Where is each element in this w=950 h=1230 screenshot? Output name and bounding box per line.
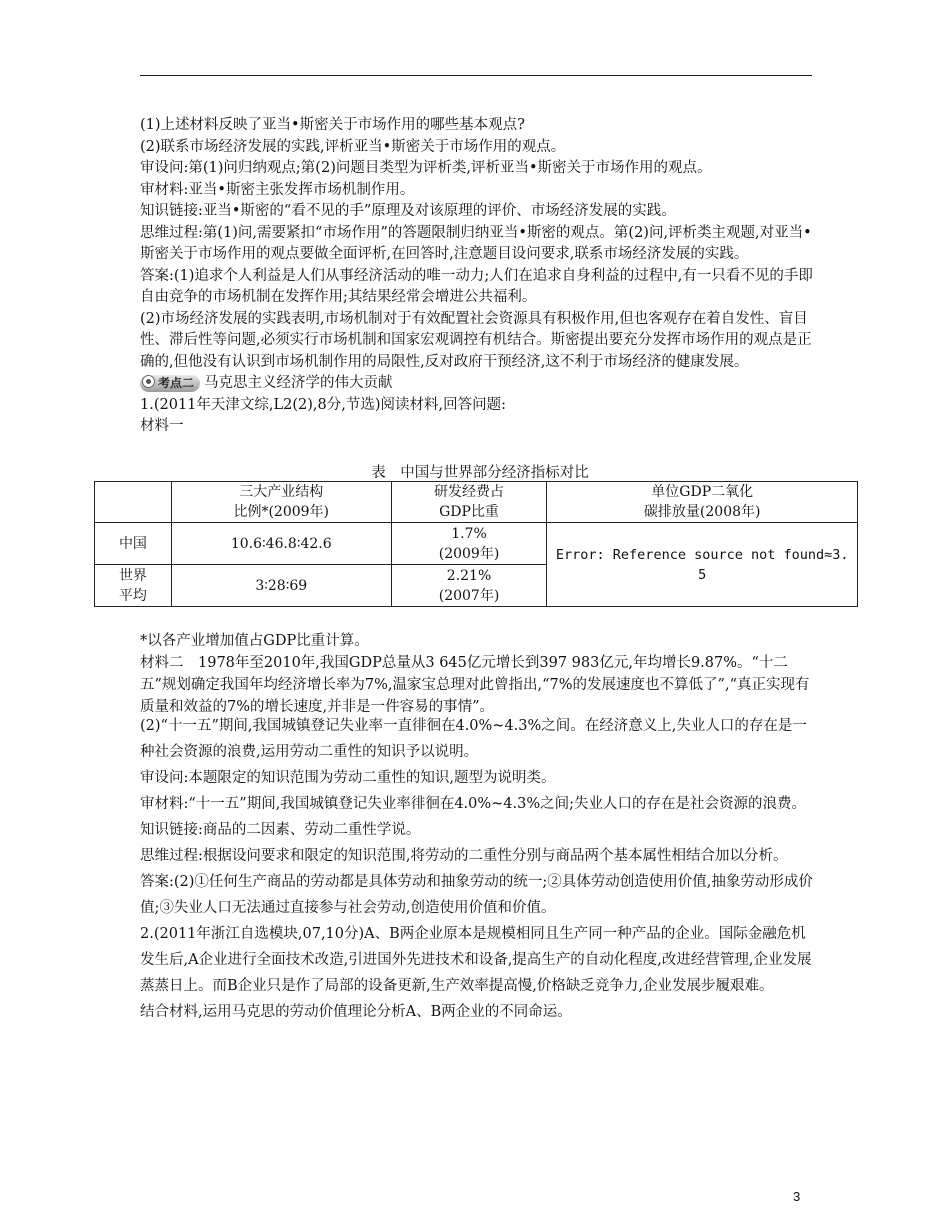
table-header-cell: 研发经费占 GDP比重 [391,482,547,523]
indicator-table [94,481,858,607]
material-two: 材料二 1978年至2010年,我国GDP总量从3 645亿元增长到397 983亿元,年均增长9.87%。“十二五”规划确定我国年均经济增长率为7%,温家宝总理对此曾指出,“7%的发展速度也不算低了”,“真正实现有质量和效益的7%的增长速度,并非是一件容易的事情”。 [140,655,810,715]
table-header-row [95,482,858,523]
table-footnote: *以各产业增加值占GDP比重计算。 [140,633,369,649]
answer-block-1 [140,115,820,438]
question-3: (2)“十一五”期间,我国城镇登记失业率一直徘徊在4.0%~4.3%之间。在经济意义上,失业人口的存在是一种社会资源的浪费,运用劳动二重性的知识予以说明。 [140,718,807,760]
question-4: 2.(2011年浙江自选模块,07,10分)A、B两企业原本是规模相同且生产同一种产品的企业。国际金融危机发生后,A企业进行全面技术改造,引进国外先进技术和设备,提高生产的自动化程度,改进经营管理,企业发展蒸蒸日上。而B企业只是作了局部的设备更新,生产效率提高慢,价格缺乏竞争力,企业发展步履艰难。 [140,926,812,994]
section-badge: 考点二 [140,375,200,392]
analysis-question: 审设问:本题限定的知识范围为劳动二重性的知识,题型为说明类。 [140,770,556,786]
bullet-icon [142,375,155,388]
answer-1: 答案:(1)追求个人利益是人们从事经济活动的唯一动力;人们在追求自身利益的过程中,有一只看不见的手即自由竞争的市场机制在发挥作用;其结果经常会增进公共福利。 [140,267,813,305]
row-label: 中国 [95,523,172,565]
table-row [95,523,858,565]
page-number: 3 [793,1189,801,1204]
question-1: (1)上述材料反映了亚当•斯密关于市场作用的哪些基本观点? [140,117,525,133]
row-label: 世界 平均 [95,565,172,607]
answer-3: 答案:(2)①任何生产商品的劳动都是具体劳动和抽象劳动的统一;②具体劳动创造使用价值,抽象劳动形成价值;③失业人口无法通过直接参与社会劳动,创造使用价值和价值。 [140,874,813,916]
merged-cell: Error: Reference source not found≈3. 5 [547,523,858,607]
question-4-task: 结合材料,运用马克思的劳动价值理论分析A、B两企业的不同命运。 [140,1004,572,1020]
header-rule [140,75,812,76]
table-cell: 3∶28∶69 [171,565,391,607]
table-corner-cell [95,482,172,523]
table-cell: 10.6∶46.8∶42.6 [171,523,391,565]
knowledge-link: 知识链接:亚当•斯密的“看不见的手”原理及对该原理的评价、市场经济发展的实践。 [140,203,676,219]
knowledge-link: 知识链接:商品的二因素、劳动二重性学说。 [140,822,421,838]
table-header-cell: 单位GDP二氧化 碳排放量(2008年) [547,482,858,523]
analysis-material: 审材料:亚当•斯密主张发挥市场机制作用。 [140,181,415,198]
analysis-question: 审设问:第(1)问归纳观点;第(2)问题目类型为评析类,评析亚当•斯密关于市场作用的观点。 [140,160,712,176]
material-one-label: 材料一 [140,418,184,434]
question-2: (2)联系市场经济发展的实践,评析亚当•斯密关于市场作用的观点。 [140,138,566,155]
thinking-process: 思维过程:第(1)问,需要紧扣“市场作用”的答题限制归纳亚当•斯密的观点。第(2)问,评析类主观题,对亚当•斯密关于市场作用的观点要做全面评析,在回答时,注意题目设问要求,联系市场经济发展的实践。 [140,224,812,262]
thinking-process: 思维过程:根据设问要求和限定的知识范围,将劳动的二重性分别与商品两个基本属性相结合加以分析。 [140,848,788,864]
section-title: 马克思主义经济学的伟大贡献 [204,375,393,391]
material-block [140,630,820,718]
table-caption: 表 中国与世界部分经济指标对比 [371,465,589,481]
question-intro: 1.(2011年天津文综,L2(2),8分,节选)阅读材料,回答问题: [140,396,506,413]
answer-block-2 [140,713,820,1025]
table-cell: 1.7% (2009年) [391,523,547,565]
answer-2: (2)市场经济发展的实践表明,市场机制对于有效配置社会资源具有积极作用,但也客观存在着自发性、盲目性、滞后性等问题,必须实行市场机制和国家宏观调控有机结合。斯密提出要充分发挥市场作用的观点是正确的,但他没有认识到市场机制作用的局限性,反对政府干预经济,这不利于市场经济的健康发展。 [140,310,812,370]
table-cell: 2.21% (2007年) [391,565,547,607]
analysis-material: 审材料:“十一五”期间,我国城镇登记失业率徘徊在4.0%~4.3%之间;失业人口的存在是社会资源的浪费。 [140,796,807,812]
table-header-cell: 三大产业结构 比例*(2009年) [171,482,391,523]
section-heading [140,373,820,395]
